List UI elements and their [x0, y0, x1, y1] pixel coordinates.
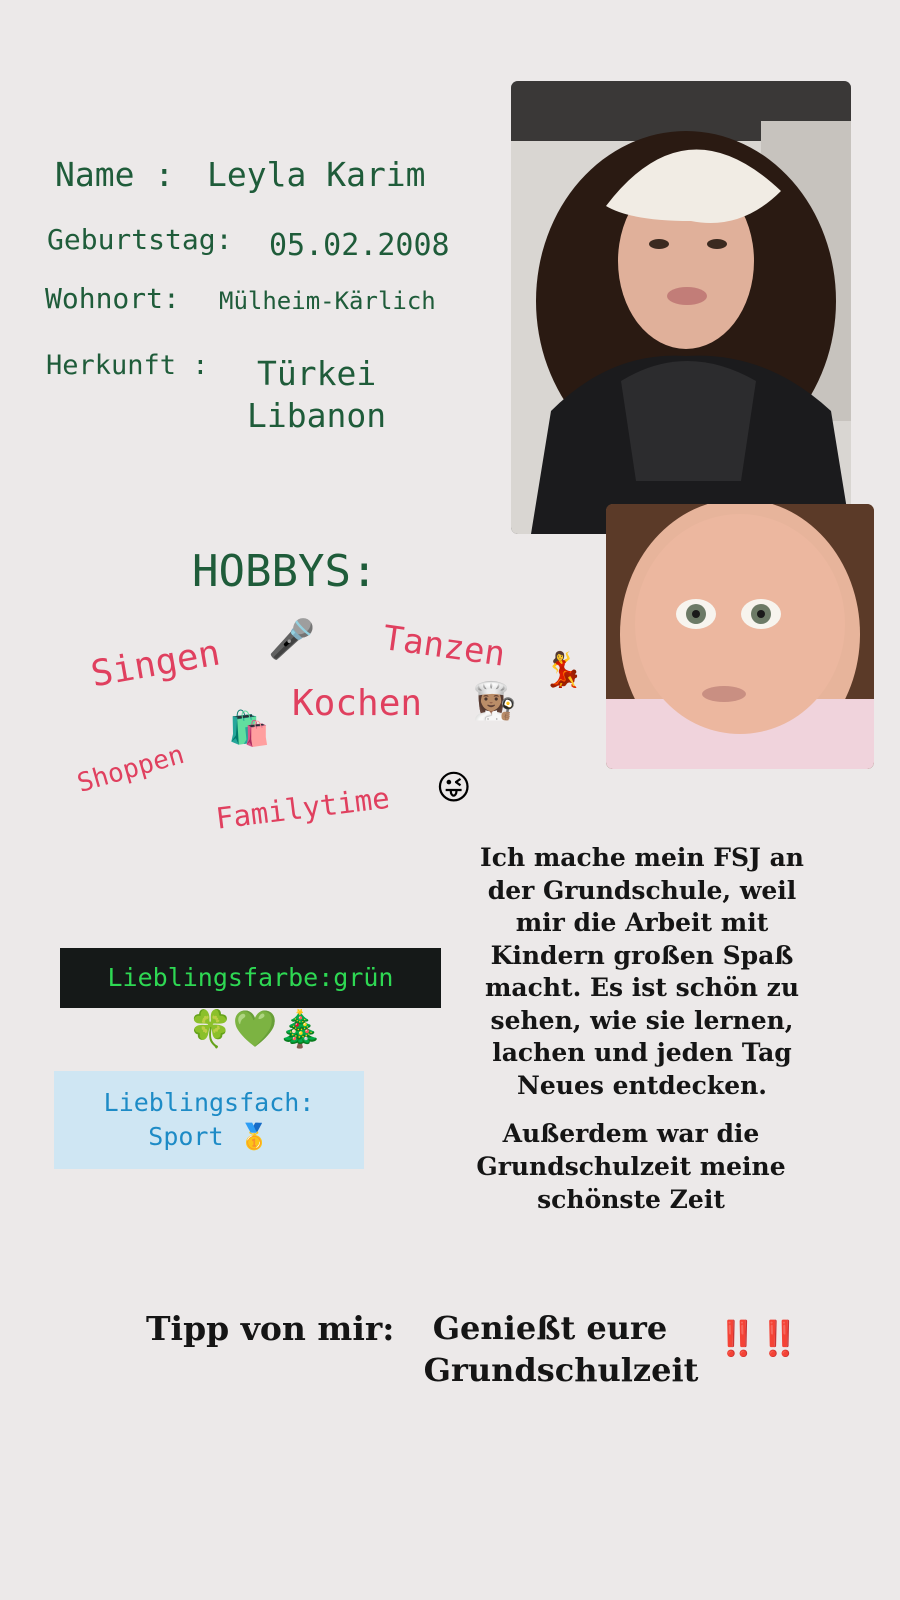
favorite-color-box: Lieblingsfarbe:grün	[60, 948, 441, 1008]
birthday-value: 05.02.2008	[269, 228, 450, 263]
hobby-familytime: Familytime	[214, 780, 392, 836]
residence-label: Wohnort:	[45, 282, 180, 315]
hobby-tanzen: Tanzen	[380, 618, 508, 675]
origin-value-2: Libanon	[247, 396, 387, 435]
birthday-label: Geburtstag:	[47, 223, 233, 256]
favorite-color-emojis: 🍀💚🎄	[188, 1009, 323, 1050]
fsj-paragraph: Ich mache mein FSJ an der Grundschule, weil mir die Arbeit mit Kindern großen Spaß macht. Es ist schön zu sehen, wie sie lernen, lachen und jeden Tag Neues entdecken.	[480, 843, 804, 1100]
name-label: Name :	[55, 155, 175, 194]
tip-line-1: Genießt eure	[432, 1309, 668, 1347]
favorite-subject-box	[54, 1071, 364, 1169]
exclamation-marks-icon: ‼️‼️	[716, 1319, 801, 1359]
shopping-bags-icon: 🛍️	[228, 709, 271, 749]
hobbies-title: HOBBYS:	[192, 546, 378, 597]
gold-medal-icon: 🥇	[238, 1122, 270, 1151]
favorite-subject-value-row	[54, 1120, 364, 1154]
profile-photo	[511, 81, 851, 534]
favorite-subject-value: Sport	[148, 1122, 224, 1151]
second-paragraph: Außerdem war die Grundschulzeit meine schönste Zeit	[476, 1119, 786, 1214]
dancer-icon: 💃	[542, 650, 585, 690]
microphone-icon: 🎤	[268, 617, 316, 661]
residence-value: Mülheim-Kärlich	[219, 287, 436, 315]
name-value: Leyla Karim	[207, 155, 426, 194]
winking-tongue-face-icon: 😜	[436, 768, 472, 808]
tip-line-2: Grundschulzeit	[423, 1351, 699, 1389]
hobby-shoppen: Shoppen	[74, 739, 188, 799]
favorite-subject-label: Lieblingsfach:	[103, 1088, 315, 1117]
tip-label: Tipp von mir:	[146, 1309, 395, 1348]
origin-label: Herkunft :	[46, 350, 209, 381]
cook-icon: 👩🏽‍🍳	[472, 681, 517, 722]
hobby-kochen: Kochen	[292, 683, 423, 724]
hobby-singen: Singen	[88, 632, 224, 696]
childhood-photo	[606, 504, 874, 769]
origin-value-1: Türkei	[257, 354, 377, 393]
